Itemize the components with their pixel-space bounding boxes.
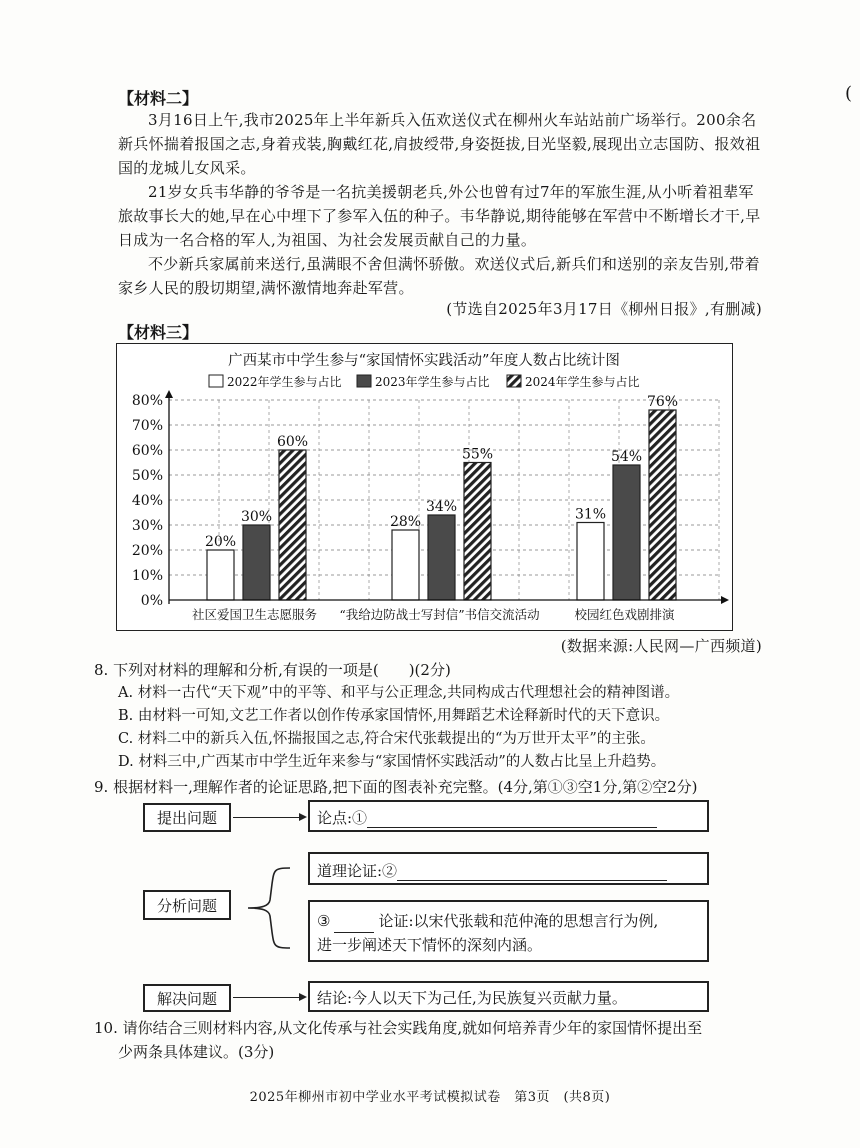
y-tick-label: 50% xyxy=(131,468,163,484)
bar-data-label: 76% xyxy=(646,394,679,410)
arrow-to-thesis xyxy=(233,817,305,818)
legend-swatch-3 xyxy=(507,375,521,387)
material3-heading: 【材料三】 xyxy=(118,323,199,342)
y-tick-label: 70% xyxy=(131,418,163,434)
material2-source: (节选自2025年3月17日《柳州日报》,有删减) xyxy=(446,300,762,318)
y-tick-label: 40% xyxy=(131,493,163,509)
y-tick-label: 30% xyxy=(131,518,163,534)
material2-paragraph-1: 3月16日上午,我市2025年上半年新兵入伍欢送仪式在柳州火车站站前广场举行。200余名新兵怀揣着报国之志,身着戎装,胸戴红花,肩披绶带,身姿挺拔,目光坚毅,展现出立志国防、报效祖国的龙城儿女风采。 xyxy=(118,111,761,177)
bar-data-label: 54% xyxy=(610,449,643,465)
legend-swatch-2 xyxy=(357,375,371,387)
material2-heading: 【材料二】 xyxy=(118,89,199,108)
example-text-2: 进一步阐述天下情怀的深刻内涵。 xyxy=(317,936,543,954)
x-category-label: 社区爱国卫生志愿服务 xyxy=(191,607,318,622)
example-box xyxy=(308,900,709,962)
x-axis-arrow xyxy=(721,596,729,604)
page-edge-mark: ( xyxy=(845,83,853,104)
chart-frame xyxy=(116,343,733,631)
bar-data-label: 55% xyxy=(461,446,494,463)
x-category-label: 校园红色戏剧排演 xyxy=(574,607,675,622)
y-tick-label: 80% xyxy=(131,393,163,409)
bar xyxy=(464,463,491,601)
q8-option-d: D. 材料三中,广西某市中学生近年来参与“家国情怀实践活动”的人数占比呈上升趋势。 xyxy=(118,754,666,770)
bar xyxy=(649,410,676,600)
conclusion-box: 结论:今人以天下为己任,为民族复兴贡献力量。 xyxy=(308,981,709,1012)
example-text: 论证:以宋代张载和范仲淹的思想言行为例, xyxy=(378,912,659,930)
legend-label-3: 2024年学生参与占比 xyxy=(525,375,640,389)
reasoning-blank[interactable] xyxy=(397,880,667,881)
bar-data-label: 28% xyxy=(389,514,422,530)
material2-paragraph-3: 不少新兵家属前来送行,虽满眼不舍但满怀骄傲。欢送仪式后,新兵们和送别的亲友告别,带着家乡人民的殷切期望,满怀激情地奔赴军营。 xyxy=(118,255,760,297)
y-tick-label: 20% xyxy=(131,543,163,559)
thesis-blank[interactable] xyxy=(367,827,657,828)
q8-stem: 8. 下列对材料的理解和分析,有误的一项是( )(2分) xyxy=(94,661,451,679)
q8-option-a: A. 材料一古代“天下观”中的平等、和平与公正理念,共同构成古代理想社会的精神图谱。 xyxy=(118,685,680,701)
q10-stem-line2: 少两条具体建议。(3分) xyxy=(118,1043,275,1061)
bar-chart xyxy=(117,344,731,629)
q9-stem: 9. 根据材料一,理解作者的论证思路,把下面的图表补充完整。(4分,第①③空1分,第②空2分) xyxy=(94,778,698,796)
q8-option-c: C. 材料二中的新兵入伍,怀揣报国之志,符合宋代张载提出的“为万世开太平”的主张。 xyxy=(118,731,655,747)
example-number: ③ xyxy=(317,912,331,930)
bar xyxy=(577,523,604,601)
chart-source: (数据来源:人民网—广西频道) xyxy=(560,637,762,655)
bar xyxy=(428,515,455,600)
reasoning-box xyxy=(308,852,709,885)
bar-data-label: 31% xyxy=(574,506,607,523)
raise-problem-box: 提出问题 xyxy=(143,803,231,832)
legend-swatch-1 xyxy=(209,375,223,387)
bar xyxy=(613,465,640,600)
thesis-box xyxy=(308,800,709,832)
y-tick-label: 0% xyxy=(140,593,163,609)
bar-data-label: 20% xyxy=(204,534,237,550)
material2-paragraph-2: 21岁女兵韦华静的爷爷是一名抗美援朝老兵,外公也曾有过7年的军旅生涯,从小听着祖辈军旅故事长大的她,早在心中埋下了参军入伍的种子。韦华静说,期待能够在军营中不断增长才干,早日成为一名合格的军人,为祖国、为社会发展贡献自己的力量。 xyxy=(118,183,761,249)
bar-data-label: 60% xyxy=(276,434,309,450)
solve-problem-box: 解决问题 xyxy=(143,984,231,1012)
y-axis-arrow xyxy=(165,390,173,398)
thesis-label: 论点:① xyxy=(317,809,368,827)
y-tick-label: 60% xyxy=(131,443,163,459)
bar xyxy=(243,525,270,600)
analyze-problem-box: 分析问题 xyxy=(143,890,231,920)
bar xyxy=(207,550,234,600)
bar xyxy=(279,450,306,600)
reasoning-label: 道理论证:② xyxy=(317,862,398,880)
x-category-label: “我给边防战士写封信”书信交流活动 xyxy=(339,607,540,622)
page-footer: 2025年柳州市初中学业水平考试模拟试卷 第3页 (共8页) xyxy=(249,1090,611,1105)
legend-label-2: 2023年学生参与占比 xyxy=(375,375,490,389)
q10-stem-line1: 10. 请你结合三则材料内容,从文化传承与社会实践角度,就如何培养青少年的家国情怀提出至 xyxy=(94,1019,703,1037)
q8-option-b: B. 由材料一可知,文艺工作者以创作传承家国情怀,用舞蹈艺术诠释新时代的天下意识。 xyxy=(118,708,670,724)
arrow-to-conclusion xyxy=(233,997,305,998)
legend-label-1: 2022年学生参与占比 xyxy=(227,375,342,389)
y-tick-label: 10% xyxy=(131,568,163,584)
bar-data-label: 34% xyxy=(425,499,458,515)
bar-data-label: 30% xyxy=(240,509,273,525)
analysis-brace xyxy=(244,866,294,950)
chart-title: 广西某市中学生参与“家国情怀实践活动”年度人数占比统计图 xyxy=(228,353,620,369)
bar xyxy=(392,530,419,600)
